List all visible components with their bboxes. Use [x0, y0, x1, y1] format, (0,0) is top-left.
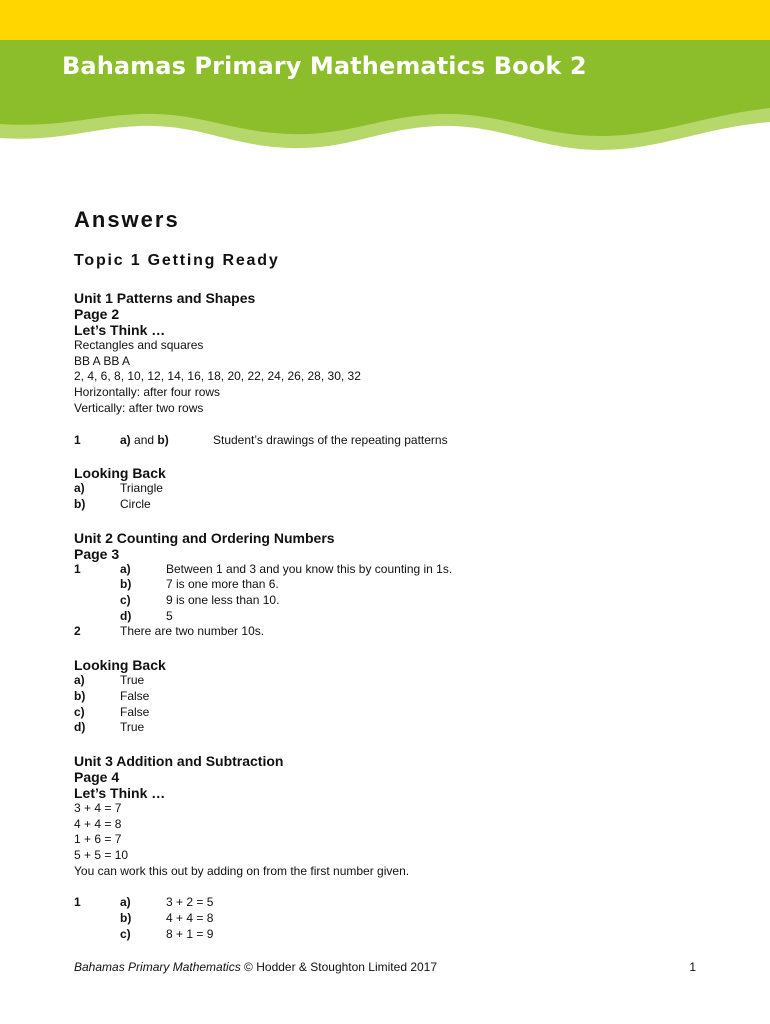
unit2-q1-item — [74, 577, 714, 593]
unit2-page: Page 3 — [74, 545, 120, 562]
item-text: False — [120, 688, 150, 703]
unit1-line: BB A BB A — [74, 353, 131, 368]
item-text: True — [120, 720, 145, 735]
answers-content — [74, 205, 714, 943]
unit1-looking-back: Looking Back — [74, 465, 166, 482]
item-text: There are two number 10s. — [120, 624, 265, 639]
item-text: False — [120, 704, 150, 719]
unit2-lb-item — [74, 673, 714, 689]
item-text: 7 is one more than 6. — [166, 577, 279, 592]
unit3-line: 3 + 4 = 7 — [74, 800, 122, 815]
unit1-line: Rectangles and squares — [74, 338, 204, 352]
answer-text: Student’s drawings of the repeating patterns — [213, 432, 448, 447]
item-label: a) — [74, 481, 85, 496]
unit1-question-1 — [74, 433, 714, 449]
part-conjunction: and — [134, 432, 155, 447]
item-text: 9 is one less than 10. — [166, 593, 280, 608]
footer-series: Bahamas Primary Mathematics — [74, 960, 241, 974]
unit3-line: 4 + 4 = 8 — [74, 816, 122, 831]
unit1-title: Unit 1 Patterns and Shapes — [74, 290, 256, 306]
unit2-looking-back: Looking Back — [74, 657, 166, 674]
unit3-line: 1 + 6 = 7 — [74, 832, 122, 847]
unit1-lets-think: Let’s Think … — [74, 322, 166, 338]
unit3-q1-item — [74, 895, 714, 911]
item-text: Circle — [120, 496, 151, 511]
item-label: b) — [120, 911, 132, 926]
unit3-q1-item — [74, 927, 714, 943]
question-number: 2 — [74, 624, 81, 639]
unit3-q1-item — [74, 911, 714, 927]
unit3-line: You can work this out by adding on from the first number given. — [74, 863, 410, 878]
unit2-lb-item — [74, 689, 714, 705]
unit3-page: Page 4 — [74, 768, 120, 785]
footer-credit — [74, 960, 437, 974]
unit1-line: Vertically: after two rows — [74, 400, 204, 415]
topic-heading: Topic 1 Getting Ready — [74, 252, 280, 269]
item-text: 3 + 2 = 5 — [166, 895, 214, 910]
item-text: 4 + 4 = 8 — [166, 911, 214, 926]
item-label: a) — [120, 561, 131, 576]
part-label: a) — [120, 432, 131, 447]
question-number: 1 — [74, 895, 81, 910]
unit1-lb-item — [74, 497, 714, 513]
item-label: d) — [74, 720, 86, 735]
header-banner — [0, 0, 770, 160]
item-label: c) — [120, 926, 131, 941]
footer-copyright: © Hodder & Stoughton Limited 2017 — [240, 960, 438, 974]
page-footer — [74, 960, 696, 974]
item-label: b) — [74, 688, 86, 703]
unit1-line: Horizontally: after four rows — [74, 385, 221, 400]
item-label: c) — [74, 704, 85, 719]
item-label: c) — [120, 593, 131, 608]
unit2-lb-item — [74, 705, 714, 721]
item-label: b) — [120, 577, 132, 592]
page-heading: Answers — [74, 207, 180, 232]
unit2-q1-item — [74, 593, 714, 609]
unit2-title: Unit 2 Counting and Ordering Numbers — [74, 529, 335, 546]
question-parts — [120, 433, 213, 449]
item-label: b) — [74, 496, 86, 511]
item-label: a) — [120, 895, 131, 910]
question-number: 1 — [74, 432, 81, 447]
item-text: Between 1 and 3 and you know this by counting in 1s. — [166, 561, 453, 576]
header-wave-graphic — [0, 0, 770, 160]
unit3-lets-think: Let’s Think … — [74, 784, 166, 801]
question-number: 1 — [74, 561, 81, 576]
unit1-lb-item — [74, 481, 714, 497]
unit3-title: Unit 3 Addition and Subtraction — [74, 752, 284, 769]
unit2-q1-item — [74, 609, 714, 625]
item-text: 8 + 1 = 9 — [166, 926, 214, 941]
unit2-q2 — [74, 624, 714, 640]
unit1-line: 2, 4, 6, 8, 10, 12, 14, 16, 18, 20, 22, 24, 26, 28, 30, 32 — [74, 369, 361, 384]
page-number: 1 — [689, 960, 696, 974]
part-label: b) — [157, 432, 169, 447]
item-text: 5 — [166, 608, 173, 623]
item-text: Triangle — [120, 481, 163, 496]
item-label: a) — [74, 673, 85, 688]
item-label: d) — [120, 608, 132, 623]
book-title: Bahamas Primary Mathematics Book 2 — [62, 52, 587, 80]
unit2-q1-item — [74, 562, 714, 578]
unit3-line: 5 + 5 = 10 — [74, 848, 129, 863]
item-text: True — [120, 673, 145, 688]
unit2-lb-item — [74, 720, 714, 736]
unit1-page: Page 2 — [74, 306, 120, 322]
